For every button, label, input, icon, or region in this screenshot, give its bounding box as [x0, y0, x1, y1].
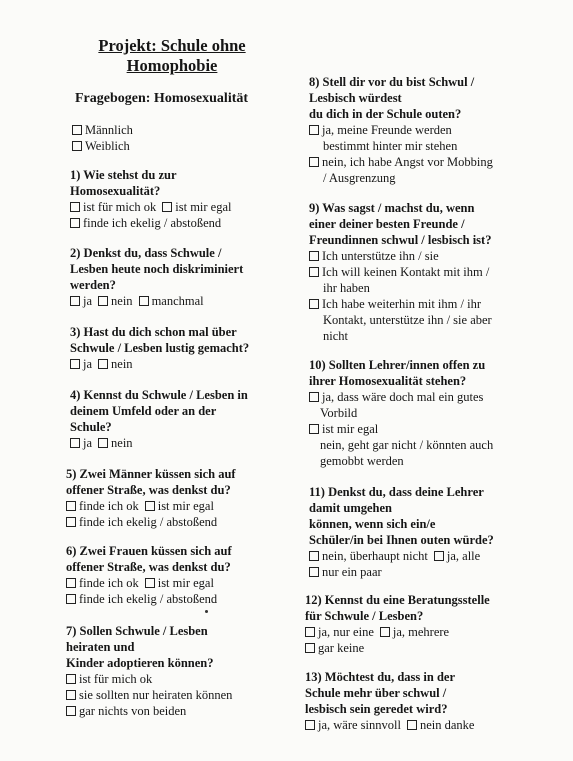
question-10: 10) Sollten Lehrer/innen offen zu ihrer Homosexualität stehen? ja, dass wäre doch mal ein gutes Vorbild ist mir egal nein, geht gar nicht / könnten auch gemobbt werden: [309, 358, 494, 468]
checkbox-icon[interactable]: [309, 267, 319, 277]
scan-speck: [205, 610, 208, 613]
checkbox-icon[interactable]: [70, 438, 80, 448]
question-1-text: 1) Wie stehst du zur Homosexualität?: [70, 168, 177, 198]
checkbox-icon[interactable]: [309, 424, 319, 434]
title-line-2: Homophobie: [126, 56, 218, 75]
checkbox-icon[interactable]: [305, 720, 315, 730]
checkbox-icon[interactable]: [305, 643, 315, 653]
question-3-text: 3) Hast du dich schon mal über Schwule / Lesben lustig gemacht?: [70, 325, 250, 355]
checkbox-icon[interactable]: [66, 594, 76, 604]
checkbox-icon[interactable]: [407, 720, 417, 730]
checkbox-icon[interactable]: [139, 296, 149, 306]
question-12-text: 12) Kennst du eine Beratungsstelle für Schwule / Lesben?: [305, 593, 490, 623]
question-6-text: 6) Zwei Frauen küssen sich auf offener Straße, was denkst du?: [66, 544, 232, 574]
checkbox-icon[interactable]: [145, 578, 155, 588]
questionnaire-subtitle: Fragebogen: Homosexualität: [75, 91, 249, 106]
checkbox-icon[interactable]: [66, 690, 76, 700]
checkbox-icon[interactable]: [162, 202, 172, 212]
question-7: 7) Sollen Schwule / Lesben heiraten und Kinder adoptieren können? ist für mich ok sie sollten nur heiraten können gar nichts von beiden: [66, 624, 233, 718]
checkbox-icon[interactable]: [309, 392, 319, 402]
question-2: 2) Denkst du, dass Schwule / Lesben heute noch diskriminiert werden? ja nein manchmal: [70, 246, 244, 308]
question-7-text: 7) Sollen Schwule / Lesben heiraten und Kinder adoptieren können?: [66, 624, 214, 670]
question-10-text: 10) Sollten Lehrer/innen offen zu ihrer Homosexualität stehen?: [309, 358, 486, 388]
checkbox-icon[interactable]: [70, 202, 80, 212]
checkbox-icon[interactable]: [98, 296, 108, 306]
question-3: 3) Hast du dich schon mal über Schwule / Lesben lustig gemacht? ja nein: [70, 325, 250, 371]
checkbox-icon[interactable]: [66, 674, 76, 684]
checkbox-icon[interactable]: [72, 125, 82, 135]
question-2-text: 2) Denkst du, dass Schwule / Lesben heute noch diskriminiert werden?: [70, 246, 244, 292]
checkbox-icon[interactable]: [66, 706, 76, 716]
question-1: 1) Wie stehst du zur Homosexualität? ist für mich ok ist mir egal finde ich ekelig / abstoßend: [70, 168, 232, 230]
checkbox-icon[interactable]: [72, 141, 82, 151]
checkbox-icon[interactable]: [380, 627, 390, 637]
checkbox-icon[interactable]: [309, 567, 319, 577]
question-8: 8) Stell dir vor du bist Schwul / Lesbisch würdest du dich in der Schule outen? ja, meine Freunde werden bestimmt hinter mir stehen nein, ich habe Angst vor Mobbing / Ausgrenzung: [309, 75, 493, 185]
checkbox-icon[interactable]: [66, 517, 76, 527]
question-5-text: 5) Zwei Männer küssen sich auf offener Straße, was denkst du?: [66, 467, 236, 497]
checkbox-icon[interactable]: [309, 125, 319, 135]
question-13: 13) Möchtest du, dass in der Schule mehr über schwul / lesbisch sein geredet wird? ja, wäre sinnvoll nein danke: [305, 670, 475, 732]
checkbox-icon[interactable]: [66, 578, 76, 588]
title-line-1: Projekt: Schule ohne: [98, 36, 246, 55]
document-title: [66, 36, 278, 76]
checkbox-icon[interactable]: [98, 438, 108, 448]
question-6: 6) Zwei Frauen küssen sich auf offener Straße, was denkst du? finde ich ok ist mir egal finde ich ekelig / abstoßend: [66, 544, 232, 606]
checkbox-icon[interactable]: [309, 157, 319, 167]
question-11-text: 11) Denkst du, dass deine Lehrer damit umgehen können, wenn sich ein/e Schüler/in bei Ihnen outen würde?: [309, 485, 494, 547]
question-12: 12) Kennst du eine Beratungsstelle für Schwule / Lesben? ja, nur eine ja, mehrere gar keine: [305, 593, 490, 655]
question-4: 4) Kennst du Schwule / Lesben in deinem Umfeld oder an der Schule? ja nein: [70, 388, 248, 450]
question-9-text: 9) Was sagst / machst du, wenn einer deiner besten Freunde / Freundinnen schwul / lesbisch ist?: [309, 201, 492, 247]
checkbox-icon[interactable]: [98, 359, 108, 369]
question-11: 11) Denkst du, dass deine Lehrer damit umgehen können, wenn sich ein/e Schüler/in bei Ihnen outen würde? nein, überhaupt nicht ja, alle nur ein paar: [309, 485, 494, 579]
question-4-text: 4) Kennst du Schwule / Lesben in deinem Umfeld oder an der Schule?: [70, 388, 248, 434]
gender-option-female[interactable]: Weiblich: [72, 138, 133, 154]
checkbox-icon[interactable]: [305, 627, 315, 637]
checkbox-icon[interactable]: [70, 296, 80, 306]
checkbox-icon[interactable]: [309, 251, 319, 261]
question-8-text: 8) Stell dir vor du bist Schwul / Lesbisch würdest du dich in der Schule outen?: [309, 75, 475, 121]
checkbox-icon[interactable]: [434, 551, 444, 561]
checkbox-icon[interactable]: [309, 299, 319, 309]
checkbox-icon[interactable]: [145, 501, 155, 511]
checkbox-icon[interactable]: [70, 218, 80, 228]
gender-option-male[interactable]: Männlich: [72, 122, 133, 138]
checkbox-icon[interactable]: [70, 359, 80, 369]
checkbox-icon[interactable]: [309, 551, 319, 561]
gender-options: [72, 122, 133, 154]
question-9: 9) Was sagst / machst du, wenn einer deiner besten Freunde / Freundinnen schwul / lesbisch ist? Ich unterstütze ihn / sie Ich will keinen Kontakt mit ihm / ihr haben Ich habe weiterhin mit ihm / ihr Kontakt, unterstütze ihn / sie aber nicht: [309, 201, 492, 343]
checkbox-icon[interactable]: [66, 501, 76, 511]
question-5: 5) Zwei Männer küssen sich auf offener Straße, was denkst du? finde ich ok ist mir egal finde ich ekelig / abstoßend: [66, 467, 236, 529]
question-13-text: 13) Möchtest du, dass in der Schule mehr über schwul / lesbisch sein geredet wird?: [305, 670, 456, 716]
